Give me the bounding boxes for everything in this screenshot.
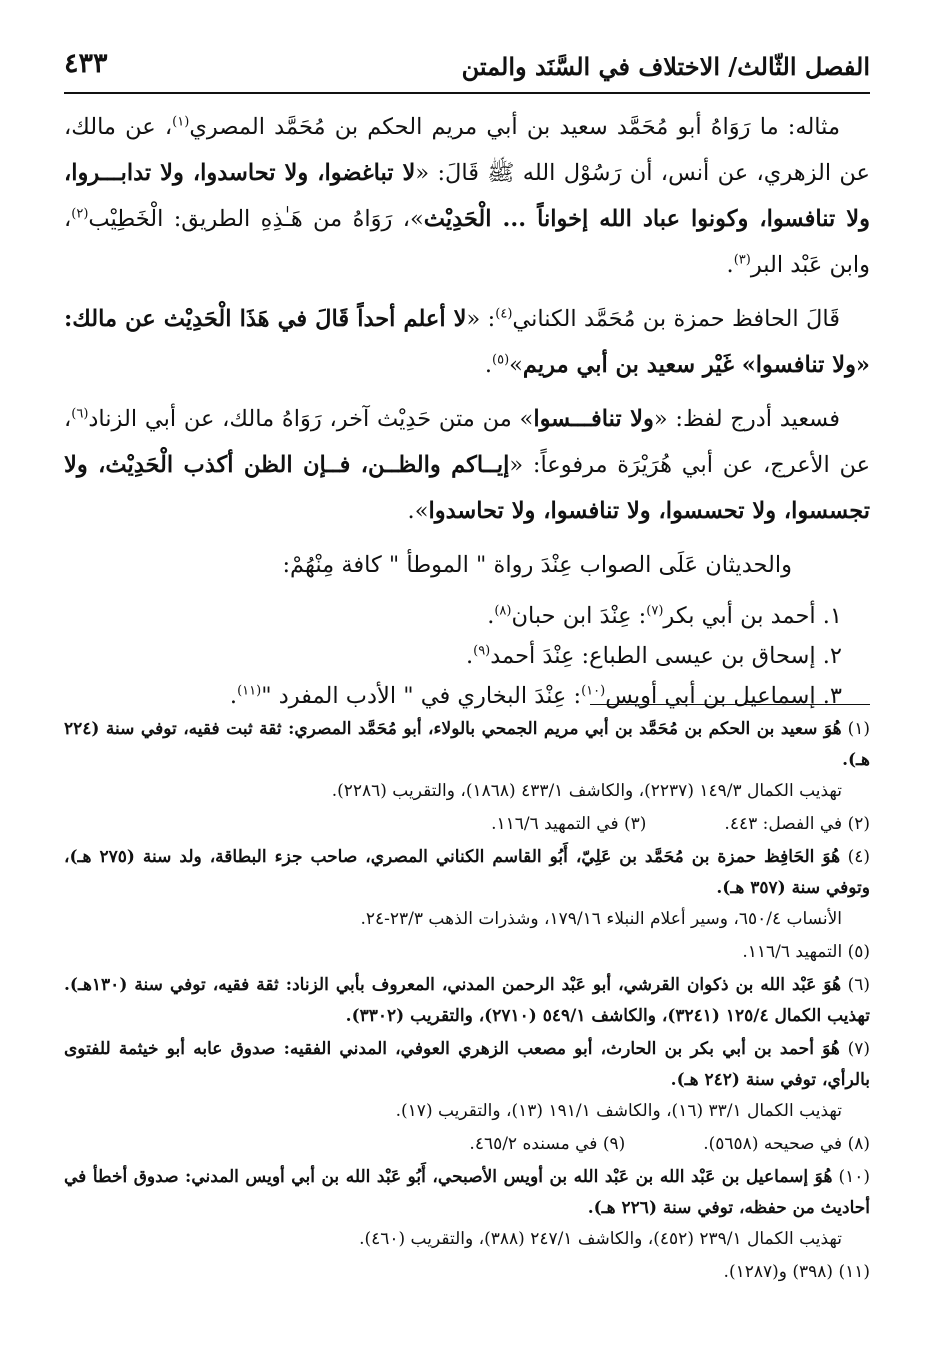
footnote-ref[interactable]: (٥) <box>492 352 510 368</box>
footnote-ref[interactable]: (٤) <box>495 306 513 322</box>
paragraph-example: مثاله: ما رَوَاهُ أبو مُحَمَّد سعيد بن أبي مريم الحكم بن مُحَمَّد المصري$^{(١)}$، عن مالك، عن الزهري، عن أنس، أن رَسُوْل الله ﷺ قَالَ: «لا تباغضوا، ولا تحاسدوا، ولا تدابـــروا، ولا تنافسوا، وكونوا عباد الله إخواناً ... الْحَدِيْث»، رَوَاهُ من هَـٰذِهِ الطريق: الْخَطِيْب$^{(٢)}$، وابن عَبْد البر$^{(٣)}$. <box>64 114 870 278</box>
footnote-ref[interactable]: (٧) <box>646 603 664 619</box>
hadith-quote-2: إيــاكم والظــن، فــإن الظن أكذب الْحَدِيْث، ولا تجسسوا، ولا تحسسوا، ولا تنافسوا، ولا تحاسدوا <box>64 452 870 524</box>
running-header <box>64 42 870 94</box>
list-item: ١. أحمد بن أبي بكر$^{(٧)}$: عِنْدَ ابن حبان$^{(٨)}$. <box>487 603 842 629</box>
book-page <box>64 42 870 1352</box>
page-number: ٤٣٣ <box>64 48 108 79</box>
footnotes-section <box>64 714 870 1290</box>
footnote-ref[interactable]: (١٠) <box>581 683 606 699</box>
list-item: ٣. إسماعيل بن أبي أويس$^{(١٠)}$: عِنْدَ البخاري في " الأدب المفرد "$^{(١١)}$. <box>229 683 842 709</box>
footnote-pair <box>64 809 870 840</box>
footnote-ref[interactable]: (٣) <box>733 252 751 268</box>
footnote-1: (١) هُوَ سعيد بن الحكم بن مُحَمَّد بن أبي مريم الجمحي بالولاء، أبو مُحَمَّد المصري: ثقة ثبت فقيه، توفي سنة (٢٢٤ هـ). تهذيب الكمال ١٤٩/٣ (٢٢٣٧)، والكاشف ٤٣٣/١ (١٨٦٨)، والتقريب (٢٢٨٦). <box>64 719 870 801</box>
footnote-5: (٥) التمهيد ١١٦/٦. <box>742 942 870 962</box>
chapter-title: الفصل الثّالث/ الاختلاف في السَّنَد والمتن <box>461 52 870 81</box>
footnote-ref[interactable]: (١١) <box>237 683 262 699</box>
footnote-6: (٦) هُوَ عَبْد الله بن ذكوان القرشي، أبو عَبْد الرحمن المدني، المعروف بأبي الزناد: ثقة فقيه، توفي سنة (١٣٠هـ). تهذيب الكمال ١٢٥/٤ (٣٢٤١)، والكاشف ٥٤٩/١ (٢٧١٠)، والتقريب (٣٣٠٢). <box>64 975 870 1026</box>
paragraph-hamza-quote: قَالَ الحافظ حمزة بن مُحَمَّد الكناني$^{(٤)}$: «لا أعلم أحداً قَالَ في هَذَا الْحَدِيْث عن مالك: «ولا تنافسوا» غَيْر سعيد بن أبي مريم»$^{(٥)}$. <box>64 306 870 378</box>
footnote-ref[interactable]: (٩) <box>473 643 491 659</box>
footnote-ref[interactable]: (٨) <box>494 603 512 619</box>
footnote-2: (٢) في الفصل: ٤٤٣. <box>724 814 870 834</box>
inserted-phrase: ولا تنافـــسوا <box>533 406 654 432</box>
hadith-quote: لا تباغضوا، ولا تحاسدوا، ولا تدابـــروا، ولا تنافسوا، وكونوا عباد الله إخواناً ... الْحَدِيْث <box>64 160 870 232</box>
footnote-8: (٨) في صحيحه (٥٦٥٨). <box>703 1134 870 1154</box>
main-text <box>64 104 870 716</box>
footnote-4: (٤) هُوَ الحَافِظ حمزة بن مُحَمَّد بن عَلِيّ، أَبُو القاسم الكناني المصري، صاحب جزء البطاقة، ولد سنة (٢٧٥ هـ)، وتوفي سنة (٣٥٧ هـ). الأنساب ٦٥٠/٤، وسير أعلام النبلاء ١٧٩/١٦، وشذرات الذهب ٢٣/٣-٢٤. <box>64 847 870 929</box>
footnote-pair <box>64 1129 870 1160</box>
list-intro: والحديثان عَلَى الصواب عِنْدَ رواة " الموطأ " كافة مِنْهُمْ: <box>282 552 792 578</box>
footnote-9: (٩) في مسنده ٤٦٥/٢. <box>469 1134 626 1154</box>
footnote-ref[interactable]: (٢) <box>71 206 89 222</box>
footnote-11: (١١) (٣٩٨) و(١٢٨٧). <box>723 1262 870 1282</box>
footnote-ref[interactable]: (٦) <box>71 406 89 422</box>
footnote-ref[interactable]: (١) <box>172 114 190 130</box>
paragraph-idraj: فسعيد أدرج لفظ: «ولا تنافـــسوا» من متن حَدِيْث آخر، رَوَاهُ مالك، عن أبي الزناد$^{(٦)}$، عن الأعرج، عن أبي هُرَيْرَة مرفوعاً: «إيــاكم والظــن، فــإن الظن أكذب الْحَدِيْث، ولا تجسسوا، ولا تحسسوا، ولا تنافسوا، ولا تحاسدوا». <box>64 406 870 524</box>
list-item: ٢. إسحاق بن عيسى الطباع: عِنْدَ أحمد$^{(٩)}$. <box>465 643 842 669</box>
footnote-divider <box>590 704 870 705</box>
footnote-3: (٣) في التمهيد ١١٦/٦. <box>491 814 647 834</box>
footnote-7: (٧) هُوَ أحمد بن أبي بكر بن الحارث، أبو مصعب الزهري العوفي، المدني الفقيه: صدوق عابه أبو خيثمة للفتوى بالرأي، توفي سنة (٢٤٢ هـ). تهذيب الكمال ٣٣/١ (١٦)، والكاشف ١٩١/١ (١٣)، والتقريب (١٧). <box>64 1039 870 1121</box>
footnote-10: (١٠) هُوَ إسماعيل بن عَبْد الله بن عَبْد الله بن أويس الأصبحي، أَبُو عَبْد الله بن أبي أويس المدني: صدوق أخطأ في أحاديث من حفظه، توفي سنة (٢٢٦ هـ). تهذيب الكمال ٢٣٩/١ (٤٥٢)، والكاشف ٢٤٧/١ (٣٨٨)، والتقريب (٤٦٠). <box>64 1167 870 1249</box>
hamza-quote: لا أعلم أحداً قَالَ في هَذَا الْحَدِيْث عن مالك: «ولا تنافسوا» غَيْر سعيد بن أبي مريم <box>64 306 870 378</box>
